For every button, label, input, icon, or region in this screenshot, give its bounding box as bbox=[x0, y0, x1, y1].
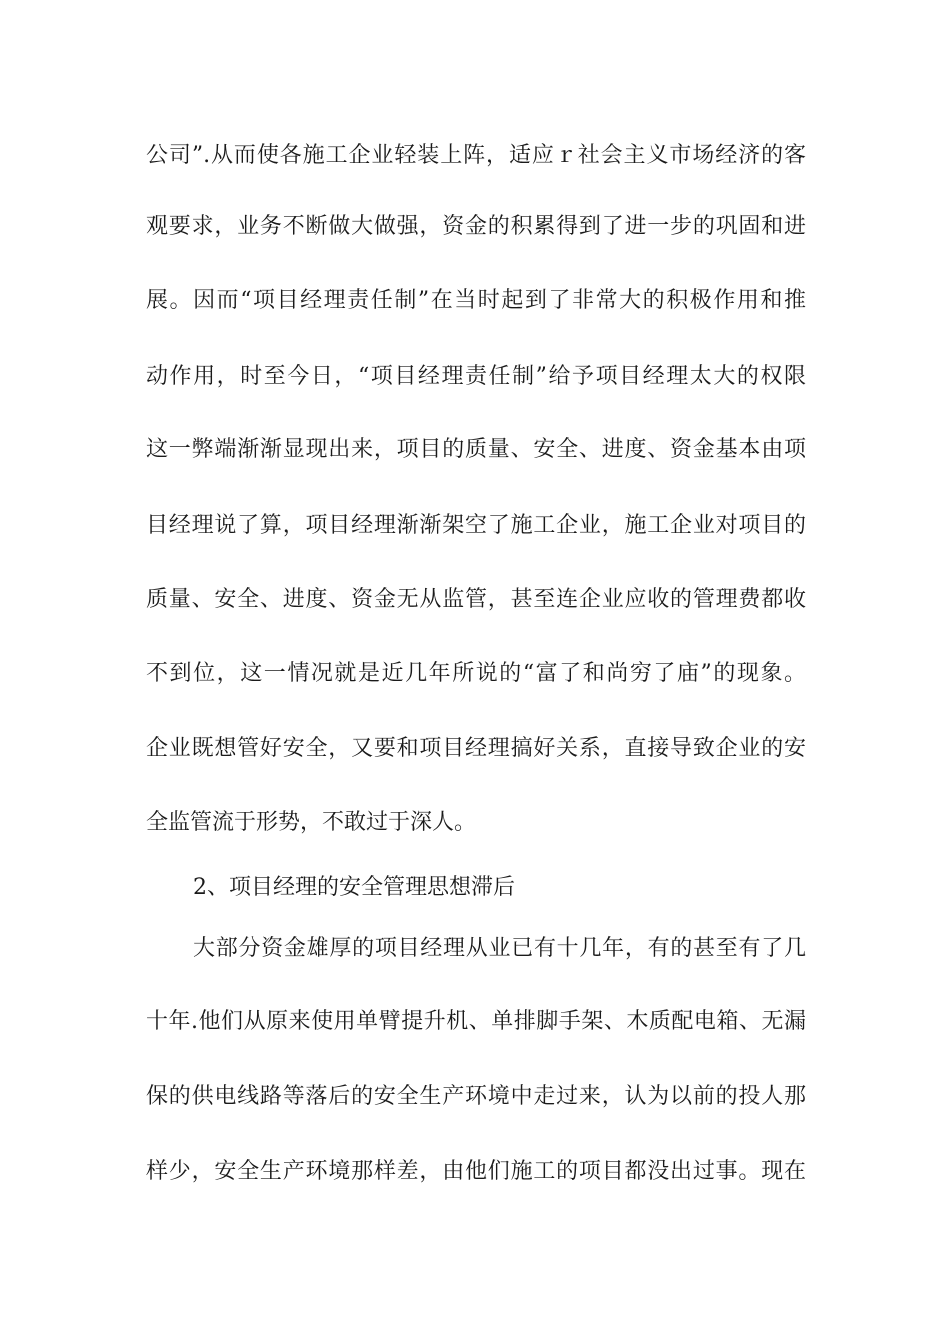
paragraph-1-line-6: 目经理说了算，项目经理渐渐架空了施工企业，施工企业对项目的 bbox=[146, 513, 806, 538]
section-heading: 2、项目经理的安全管理思想滞后 bbox=[193, 875, 515, 900]
paragraph-2-line-1: 大部分资金雄厚的项目经理从业已有十几年，有的甚至有了几 bbox=[193, 936, 806, 961]
paragraph-2-line-3: 保的供电线路等落后的安全生产环境中走过来，认为以前的投人那 bbox=[146, 1084, 806, 1109]
paragraph-1-line-1: 公司”.从而使各施工企业轻装上阵，适应ｒ社会主义市场经济的客 bbox=[146, 143, 806, 168]
paragraph-1-line-9: 企业既想管好安全，又要和项目经理搞好关系，直接导致企业的安 bbox=[146, 736, 806, 761]
paragraph-1-line-8: 不到位，这一情况就是近几年所说的“富了和尚穷了庙”的现象。 bbox=[146, 661, 806, 686]
paragraph-2-line-2: 十年.他们从原来使用单臂提升机、单排脚手架、木质配电箱、无漏 bbox=[146, 1009, 806, 1034]
paragraph-1-line-10: 全监管流于形势，不敢过于深人。 bbox=[146, 810, 477, 835]
paragraph-1-line-5: 这一弊端渐渐显现出来，项目的质量、安全、进度、资金基本由项 bbox=[146, 437, 806, 462]
paragraph-1-line-3: 展。因而“项目经理责任制”在当时起到了非常大的积极作用和推 bbox=[146, 288, 806, 313]
paragraph-1-line-2: 观要求，业务不断做大做强，资金的积累得到了进一步的巩固和进 bbox=[146, 214, 806, 239]
paragraph-1-line-7: 质量、安全、进度、资金无从监管，甚至连企业应收的管理费都收 bbox=[146, 587, 806, 612]
paragraph-1-line-4: 动作用，时至今日，“项目经理责任制”给予项目经理太大的权限 bbox=[146, 364, 806, 389]
paragraph-2-line-4: 样少，安全生产环境那样差，由他们施工的项目都没出过事。现在 bbox=[146, 1159, 806, 1184]
